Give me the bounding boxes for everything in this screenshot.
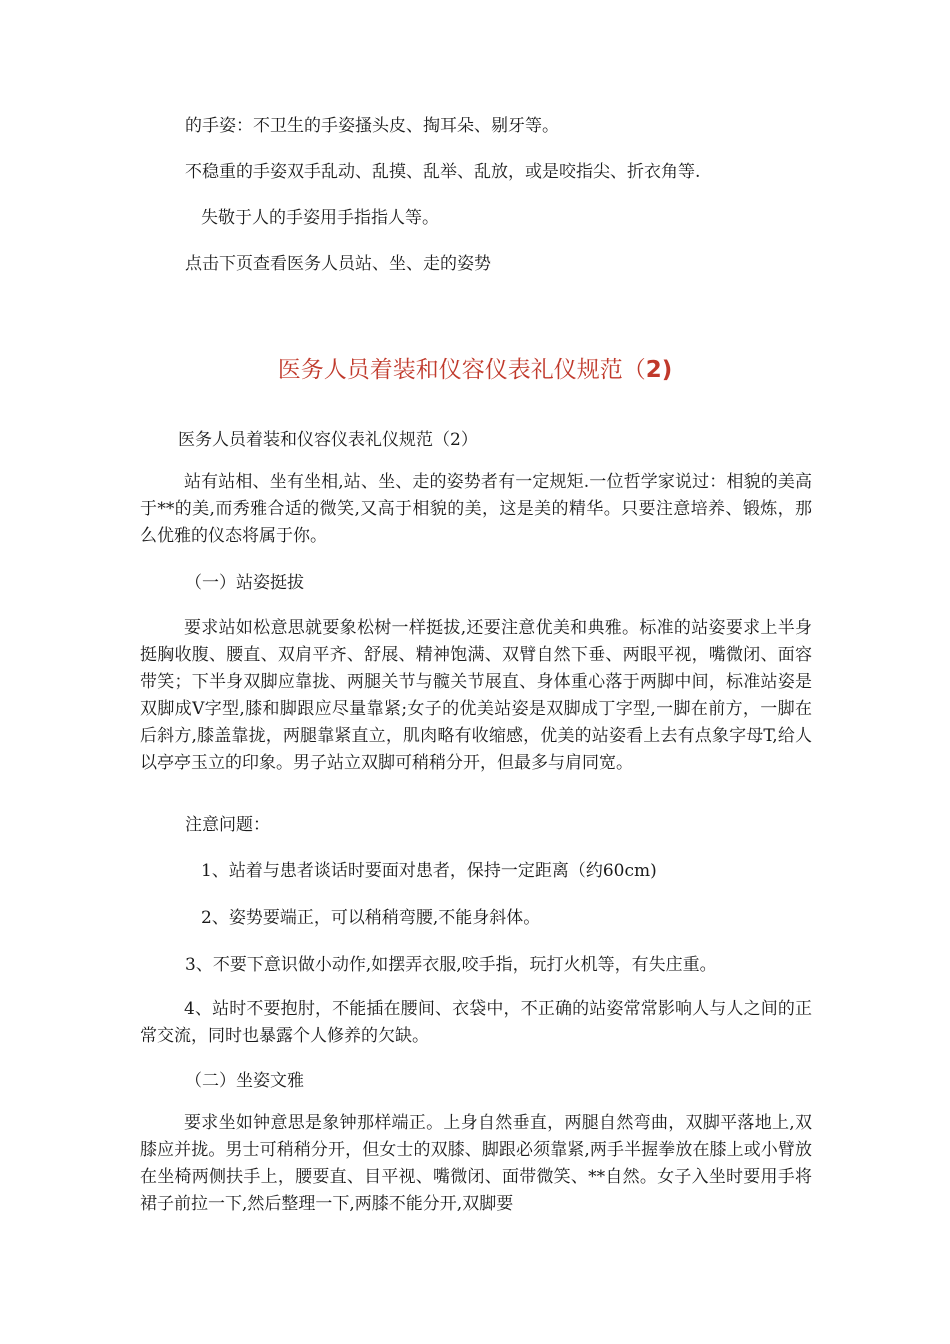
section-title-text: 医务人员着装和仪容仪表礼仪规范（ (277, 357, 646, 383)
intro-line-4: 点击下页查看医务人员站、坐、走的姿势 (185, 254, 491, 274)
intro-line-3: 失敬于人的手姿用手指指人等。 (201, 208, 439, 228)
note-item-1: 1、站着与患者谈话时要面对患者，保持一定距离（约60cm) (201, 861, 657, 881)
paragraph-sitting: 要求坐如钟意思是象钟那样端正。上身自然垂直，两腿自然弯曲，双脚平落地上,双膝应并拢。男士可稍稍分开，但女士的双膝、脚跟必须靠紧,两手半握拳放在膝上或小臂放在坐椅两侧扶手上，腰要直、目平视、嘴微闭、面带微笑、**自然。女子入坐时要用手将裙子前拉一下,然后整理一下,两膝不能分开,双脚要 (140, 1113, 812, 1214)
section-title-number: 2) (645, 357, 673, 383)
note-heading: 注意问题： (185, 815, 270, 835)
heading-standing: （一）站姿挺拔 (185, 573, 304, 593)
heading-sitting: （二）坐姿文雅 (185, 1071, 304, 1091)
note-item-3: 3、不要下意识做小动作,如摆弄衣服,咬手指，玩打火机等，有失庄重。 (185, 955, 717, 975)
paragraph-intro: 站有站相、坐有坐相,站、坐、走的姿势者有一定规矩.一位哲学家说过：相貌的美高于**的美,而秀雅合适的微笑,又高于相貌的美，这是美的精华。只要注意培养、锻炼，那么优雅的仪态将属于你。 (140, 472, 812, 546)
section-title (0, 352, 950, 388)
paragraph-standing: 要求站如松意思就要象松树一样挺拔,还要注意优美和典雅。标准的站姿要求上半身挺胸收腹、腰直、双肩平齐、舒展、精神饱满、双臂自然下垂、两眼平视，嘴微闭、面容带笑；下半身双脚应靠拢、两腿关节与髋关节展直、身体重心落于两脚中间，标准站姿是双脚成V字型,膝和脚跟应尽量靠紧;女子的优美站姿是双脚成丁字型,一脚在前方，一脚在后斜方,膝盖靠拢，两腿靠紧直立，肌肉略有收缩感，优美的站姿看上去有点象字母T,给人以亭亭玉立的印象。男子站立双脚可稍稍分开，但最多与肩同宽。 (140, 618, 812, 773)
intro-line-1: 的手姿：不卫生的手姿搔头皮、掏耳朵、剔牙等。 (185, 116, 559, 136)
subtitle: 医务人员着装和仪容仪表礼仪规范（2） (178, 430, 478, 450)
note-item-4: 4、站时不要抱肘，不能插在腰间、衣袋中，不正确的站姿常常影响人与人之间的正常交流，同时也暴露个人修养的欠缺。 (140, 999, 812, 1046)
note-item-2: 2、姿势要端正，可以稍稍弯腰,不能身斜体。 (201, 908, 541, 928)
intro-line-2: 不稳重的手姿双手乱动、乱摸、乱举、乱放，或是咬指尖、折衣角等. (185, 162, 701, 182)
